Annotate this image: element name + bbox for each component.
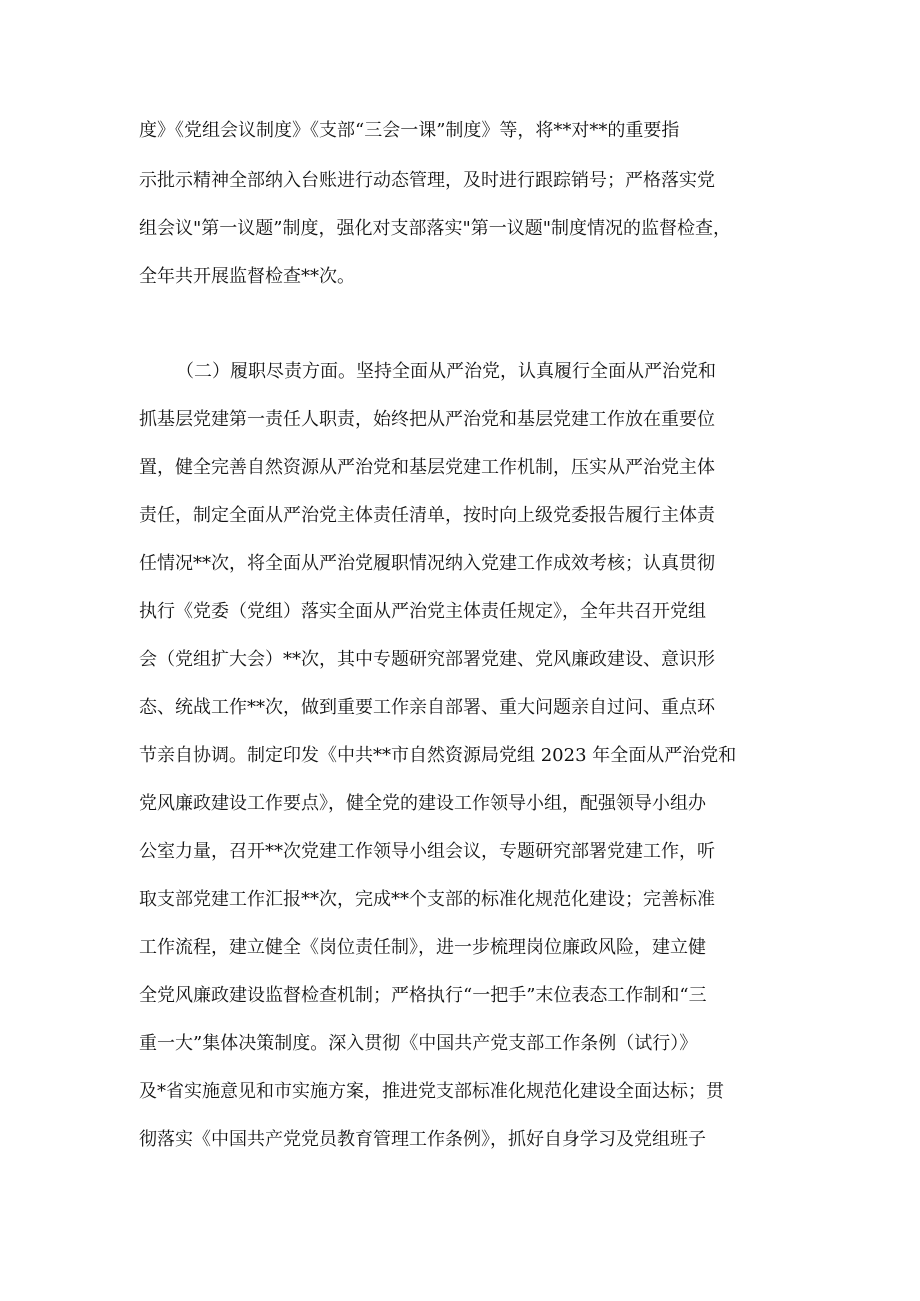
text-line: 执行《党委（党组）落实全面从严治党主体责任规定》，全年共召开党组	[139, 601, 706, 622]
text-line: 置，健全完善自然资源从严治党和基层党建工作机制，压实从严治党主体	[139, 457, 715, 478]
text-line: 公室力量，召开**次党建工作领导小组会议，专题研究部署党建工作，听	[139, 841, 715, 862]
text-line: 任情况**次，将全面从严治党履职情况纳入党建工作成效考核；认真贯彻	[139, 553, 715, 574]
text-line: 全年共开展监督检查**次。	[139, 266, 355, 287]
text-line: 责任，制定全面从严治党主体责任清单，按时向上级党委报告履行主体责	[139, 505, 715, 526]
text-line-first: （二）履职尽责方面。坚持全面从严治党，认真履行全面从严治党和	[176, 361, 716, 382]
text-line: 及*省实施意见和市实施方案，推进党支部标准化规范化建设全面达标；贯	[139, 1081, 724, 1102]
text-line: 示批示精神全部纳入台账进行动态管理，及时进行跟踪销号；严格落实党	[139, 170, 715, 191]
text-line: 全党风廉政建设监督检查机制；严格执行“一把手”末位表态工作制和“三	[139, 985, 707, 1006]
text-line: 工作流程，建立健全《岗位责任制》，进一步梳理岗位廉政风险，建立健	[139, 937, 706, 958]
text-line: 度》《党组会议制度》《支部“三会一课”制度》等，将**对**的重要指	[139, 120, 680, 141]
text-line: 党风廉政建设工作要点》，健全党的建设工作领导小组，配强领导小组办	[139, 793, 706, 814]
text-line: 彻落实《中国共产党党员教育管理工作条例》，抓好自身学习及党组班子	[139, 1129, 706, 1150]
text-line: 组会议"第一议题”制度，强化对支部落实"第一议题"制度情况的监督检查，	[139, 218, 732, 239]
text-line: 节亲自协调。制定印发《中共**市自然资源局党组 2023 年全面从严治党和	[139, 745, 737, 766]
text-line: 取支部党建工作汇报**次，完成**个支部的标准化规范化建设；完善标准	[139, 889, 715, 910]
text-line: 会（党组扩大会）**次，其中专题研究部署党建、党风廉政建设、意识形	[139, 649, 715, 670]
text-line: 抓基层党建第一责任人职责，始终把从严治党和基层党建工作放在重要位	[139, 409, 715, 430]
text-line: 态、统战工作**次，做到重要工作亲自部署、重大问题亲自过问、重点环	[139, 697, 715, 718]
text-line: 重一大”集体决策制度。深入贯彻《中国共产党支部工作条例（试行）》	[139, 1033, 698, 1054]
